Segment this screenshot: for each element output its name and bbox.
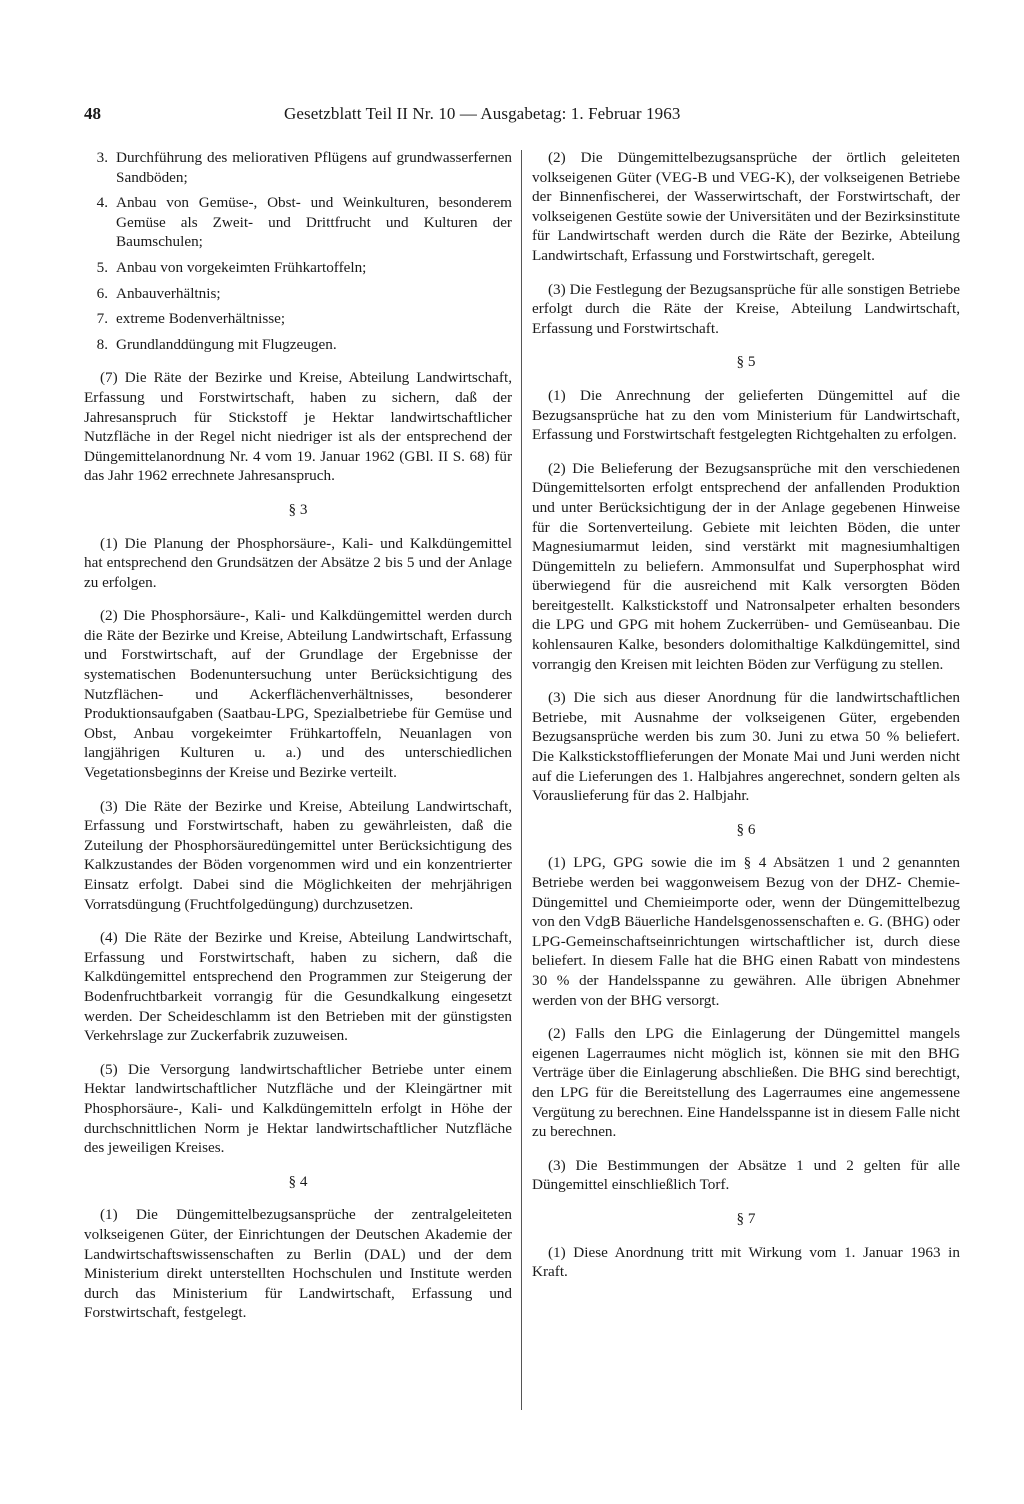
- paragraph-3-4: (4) Die Räte der Bezirke und Kreise, Abteilung Landwirtschaft, Erfassung und Forstwirtschaft, haben zu sichern, daß die Kalkdüngemittel entsprechend den Programmen zur Steigerung der Bodenfruchtbarkeit vorrangig für die Gesundkalkung eingesetzt werden. Der Scheideschlamm ist den Betrieben mit der günstigsten Verkehrslage zur Zuckerfabrik zuzuweisen.: [84, 929, 512, 1045]
- paragraph-5-3: (3) Die sich aus dieser Anordnung für die landwirtschaftlichen Betriebe, mit Ausnahme der volkseigenen Güter, ergebenden Bezugsansprüche werden bis zum 30. Juni zu etwa 50 % beliefert. Die Kalkstickstofflieferungen der Monate Mai und Juni werden nicht auf die Lieferungen des 1. Halbjahres angerechnet, sondern gelten als Vorauslieferung für das 2. Halbjahr.: [532, 689, 960, 805]
- section-heading-7: § 7: [736, 1209, 756, 1227]
- page-number: 48: [84, 104, 101, 123]
- paragraph-6-3: (3) Die Bestimmungen der Absätze 1 und 2 gelten für alle Düngemittel einschließlich Torf.: [532, 1156, 960, 1194]
- paragraph-2-7: (7) Die Räte der Bezirke und Kreise, Abteilung Landwirtschaft, Erfassung und Forstwirtschaft, haben zu sichern, daß der Jahresanspruch für Stickstoff je Hektar landwirtschaftlicher Nutzfläche in der Regel nicht niedriger ist als der entsprechend der Düngemittelanordnung Nr. 4 vom 19. Januar 1962 (GBl. II S. 68) für das Jahr 1962 errechnete Jahresanspruch.: [84, 369, 512, 485]
- list-item: [84, 258, 512, 278]
- list-item-number: 6.: [96, 284, 108, 302]
- paragraph-7-1: (1) Diese Anordnung tritt mit Wirkung vom 1. Januar 1963 in Kraft.: [532, 1243, 960, 1281]
- list-item: [84, 335, 512, 355]
- paragraph-4-2: (2) Die Düngemittelbezugsansprüche der örtlich geleiteten volkseigenen Güter (VEG-B und VEG-K), der volkseigenen Betriebe der Binnenfischerei, der Wasserwirtschaft, der Forstwirtschaft, der volkseigenen Gestüte sowie der Universitäten und der Bezirksinstitute für Landwirtschaft werden durch die Räte der Bezirke, Abteilung Landwirtschaft, Erfassung und Forstwirtschaft, geregelt.: [532, 149, 960, 264]
- list-item-number: 8.: [96, 335, 108, 353]
- list-item-text: Anbau von Gemüse-, Obst- und Weinkulturen, besonderem Gemüse als Zweit- und Drittfrucht und Kulturen der Baumschulen;: [116, 194, 512, 251]
- list-item-text: Anbauverhältnis;: [116, 284, 221, 302]
- running-header: [84, 104, 960, 130]
- list-item: [84, 309, 512, 329]
- paragraph-6-1: (1) LPG, GPG sowie die im § 4 Absätzen 1 und 2 genannten Betriebe werden bei waggonweisem Bezug von der DHZ- Chemie-Düngemittel und Chemieimporte oder, wenn der Düngemittelbezug von den VdgB Bäuerliche Handelsgenossenschaften e. G. (BHG) oder LPG-Gemeinschaftseinrichtungen wirtschaftlicher ist, durch diese beliefert. In diesem Falle hat die BHG einen Rabatt von mindestens 30 % der Handelsspanne zu gewähren. Alle übrigen Abnehmer werden von der BHG versorgt.: [532, 854, 960, 1009]
- section-heading-5: § 5: [736, 353, 756, 371]
- paragraph-5-2: (2) Die Belieferung der Bezugsansprüche mit den verschiedenen Düngemittelsorten erfolgt entsprechend der anfallenden Produktion und unter Berücksichtigung der in der Anlage gegebenen Hinweise für die Sortenverteilung. Gebiete mit leichten Böden, die unter Magnesiumarmut leiden, sind verstärkt mit magnesiumhaltigen Düngemitteln zu beliefern. Ammonsulfat und Superphosphat wird überwiegend für die ausreichend mit Kalk versorgten Böden bereitgestellt. Kalkstickstoff und Natronsalpeter erhalten besonders die LPG und GPG mit hohem Zuckerrüben- und Gemüseanbau. Die kohlensauren Kalke, besonders dolomithaltige Kalkdüngemittel, sind vorrangig den Kreisen mit leichten Böden zur Verfügung zu stellen.: [532, 459, 960, 673]
- list-item-text: extreme Bodenverhältnisse;: [116, 310, 286, 328]
- list-item-number: 3.: [96, 149, 108, 166]
- section-heading-6: § 6: [736, 820, 756, 838]
- right-column: [532, 148, 960, 1296]
- section-heading-4: § 4: [288, 1172, 308, 1190]
- paragraph-3-3: (3) Die Räte der Bezirke und Kreise, Abteilung Landwirtschaft, Erfassung und Forstwirtschaft, haben zu gewährleisten, daß die Zuteilung der Phosphorsäuredüngemittel unter Berücksichtigung des Kalkzustandes der Böden vorgenommen wird und ein konzentrierter Einsatz erfolgt. Dabei sind die Möglichkeiten der mehrjährigen Vorratsdüngung (Fruchtfolgedüngung) durchzusetzen.: [84, 797, 512, 913]
- paragraph-5-1: (1) Die Anrechnung der gelieferten Düngemittel auf die Bezugsansprüche hat zu den vom Ministerium für Landwirtschaft, Erfassung und Forstwirtschaft festgelegten Richtgehalten zu erfolgen.: [532, 386, 960, 444]
- paragraph-4-3: (3) Die Festlegung der Bezugsansprüche für alle sonstigen Betriebe erfolgt durch die Räte der Kreise, Abteilung Landwirtschaft, Erfassung und Forstwirtschaft.: [532, 280, 960, 337]
- list-item-number: 4.: [96, 194, 108, 212]
- list-item-number: 5.: [96, 258, 108, 276]
- list-item-text: Grundlanddüngung mit Flugzeugen.: [116, 335, 337, 353]
- gazette-header-title: Gesetzblatt Teil II Nr. 10 — Ausgabetag: 1. Februar 1963: [284, 104, 681, 123]
- list-item-text: Anbau von vorgekeimten Frühkartoffeln;: [116, 258, 367, 276]
- list-item-text: Durchführung des meliorativen Pflügens auf grundwasserfernen Sandböden;: [116, 149, 512, 186]
- left-column: [84, 148, 512, 1337]
- paragraph-3-1: (1) Die Planung der Phosphorsäure-, Kali- und Kalkdüngemittel hat entsprechend den Grundsätzen der Absätze 2 bis 5 und der Anlage zu erfolgen.: [84, 534, 512, 591]
- paragraph-4-1: (1) Die Düngemittelbezugsansprüche der zentralgeleiteten volkseigenen Güter, der Einrichtungen der Deutschen Akademie der Landwirtschaftswissenschaften zu Berlin (DAL) und der dem Ministerium direkt unterstellten Hochschulen und Institute werden durch das Ministerium für Landwirtschaft, Erfassung und Forstwirtschaft, festgelegt.: [84, 1206, 512, 1322]
- numbered-list: [84, 148, 512, 354]
- list-item: [84, 148, 512, 187]
- column-divider: [521, 150, 522, 1410]
- list-item-number: 7.: [96, 310, 108, 328]
- paragraph-6-2: (2) Falls den LPG die Einlagerung der Düngemittel mangels eigenen Lagerraumes nicht möglich ist, können sie mit den BHG Verträge über die Einlagerung abschließen. Die BHG sind berechtigt, den LPG für die Bereitstellung des Lagerraumes eine angemessene Vergütung zu berechnen. Eine Handelsspanne ist in diesem Falle nicht zu berechnen.: [532, 1025, 960, 1141]
- section-heading-3: § 3: [288, 500, 308, 518]
- list-item: [84, 193, 512, 252]
- paragraph-3-2: (2) Die Phosphorsäure-, Kali- und Kalkdüngemittel werden durch die Räte der Bezirke und Kreise, Abteilung Landwirtschaft, Erfassung und Forstwirtschaft, auf der Grundlage der Ergebnisse der systematischen Bodenuntersuchung unter Berücksichtigung des Nutzflächen- und Ackerflächenverhältnisses, besonderer Produktionsaufgaben (Saatbau-LPG, Spezialbetriebe für Gemüse und Obst, Anbau vorgekeimter Frühkartoffeln, Neuanlagen von langjährigen Kulturen u. a.) und des unterschiedlichen Vegetationsbeginns der Kreise und Bezirke verteilt.: [84, 607, 512, 782]
- list-item: [84, 284, 512, 304]
- paragraph-3-5: (5) Die Versorgung landwirtschaftlicher Betriebe unter einem Hektar landwirtschaftlicher Nutzfläche und der Kleingärtner mit Phosphorsäure-, Kali- und Kalkdüngemitteln erfolgt in Höhe der durchschnittlichen Norm je Hektar landwirtschaftlicher Nutzfläche des jeweiligen Kreises.: [84, 1060, 512, 1157]
